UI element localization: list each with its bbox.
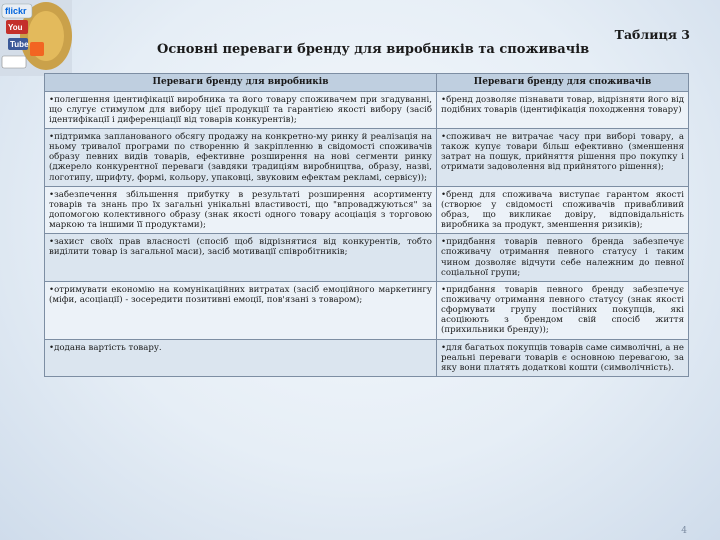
table-row (45, 234, 689, 282)
logo-text-flickr: flickr (5, 6, 27, 16)
logo-text-you: You (8, 23, 23, 32)
consumer-benefit-cell: •бренд для споживача виступає гарантом якості (створює у свідомості споживачів привабливий образ, що викликає довіру, відповідальність виробника за продукт, зменшення ризиків); (437, 186, 689, 234)
logo-text-tube: Tube (10, 40, 29, 49)
consumer-benefit-cell: •придбання товарів певного бренду забезпечує споживачу отримання певного статусу (знак якості сформувати групу постійних покупців, які асоціюють з брендом свій спосіб життя (прихильники бренду)); (437, 281, 689, 339)
producer-benefit-cell: •підтримка запланованого обсягу продажу на конкретно-му ринку й реалізація на ньому тривалої програми по створенню й закріпленню в свідомості споживачів образу певних видів товарів, ефективне розширення на нові сегменти ринку (джерело конкурентної переваги (завдяки традиціям виробництва, образу, назві, логотипу, шрифту, формі, кольору, упаковці, звуковим ефектам рекламі, сервісу)); (45, 129, 437, 187)
consumer-benefit-cell: •для багатьох покупців товарів саме символічні, а не реальні переваги товарів є основною перевагою, за яку вони платять додаткові кошти (символічність). (437, 339, 689, 376)
producer-benefit-cell: •додана вартість товару. (45, 339, 437, 376)
consumer-benefit-cell: •придбання товарів певного бренда забезпечує споживачу отримання певного статусу і таким чином дозволяє відчути себе належним до певної соціальної групи; (437, 234, 689, 282)
page-number: 4 (681, 526, 687, 536)
benefits-table-container (44, 73, 688, 377)
producer-benefit-cell: •захист своїх прав власності (спосіб щоб відрізнятися від конкурентів, тобто виділити товар із загальної маси), засіб мотивації співробітників; (45, 234, 437, 282)
table-header-row (45, 74, 689, 92)
producer-benefit-cell: •отримувати економію на комунікаційних витратах (засіб емоційного маркетингу (міфи, асоціації) - зосередити позитивні емоції, пов'язані з товаром); (45, 281, 437, 339)
benefits-table (44, 73, 689, 377)
table-row (45, 129, 689, 187)
table-row (45, 186, 689, 234)
consumer-benefit-cell: •споживач не витрачає часу при виборі товару, а також купує товари більш ефективно (зменшення затрат на пошук, прийняття рішення про покупку і отримати задоволення від прийнятого рішення); (437, 129, 689, 187)
table-row (45, 339, 689, 376)
social-media-logos-collage-icon (0, 0, 72, 76)
table-row (45, 91, 689, 128)
column-header-producers: Переваги бренду для виробників (45, 74, 437, 92)
page-title: Основні переваги бренду для виробників та споживачів (157, 42, 590, 57)
producer-benefit-cell: •забезпечення збільшення прибутку в результаті розширення асортименту товарів та знань про їх загальні унікальні властивості, що "впроваджуються" за допомогою колективного образу (знак якості одного товару асоціація з торговою маркою та іншими її продуктами); (45, 186, 437, 234)
column-header-consumers: Переваги бренду для споживачів (437, 74, 689, 92)
table-number: Таблиця 3 (614, 27, 690, 42)
consumer-benefit-cell: •бренд дозволяє пізнавати товар, відрізняти його від подібних товарів (ідентифікація походження товару) (437, 91, 689, 128)
table-row (45, 281, 689, 339)
producer-benefit-cell: •полегшення ідентифікації виробника та його товару споживачем при згадуванні, що слугує стимулом для вибору цієї продукції та гарантією якості вибору (засіб ідентифікації і диференціації від товарів конкурентів); (45, 91, 437, 128)
